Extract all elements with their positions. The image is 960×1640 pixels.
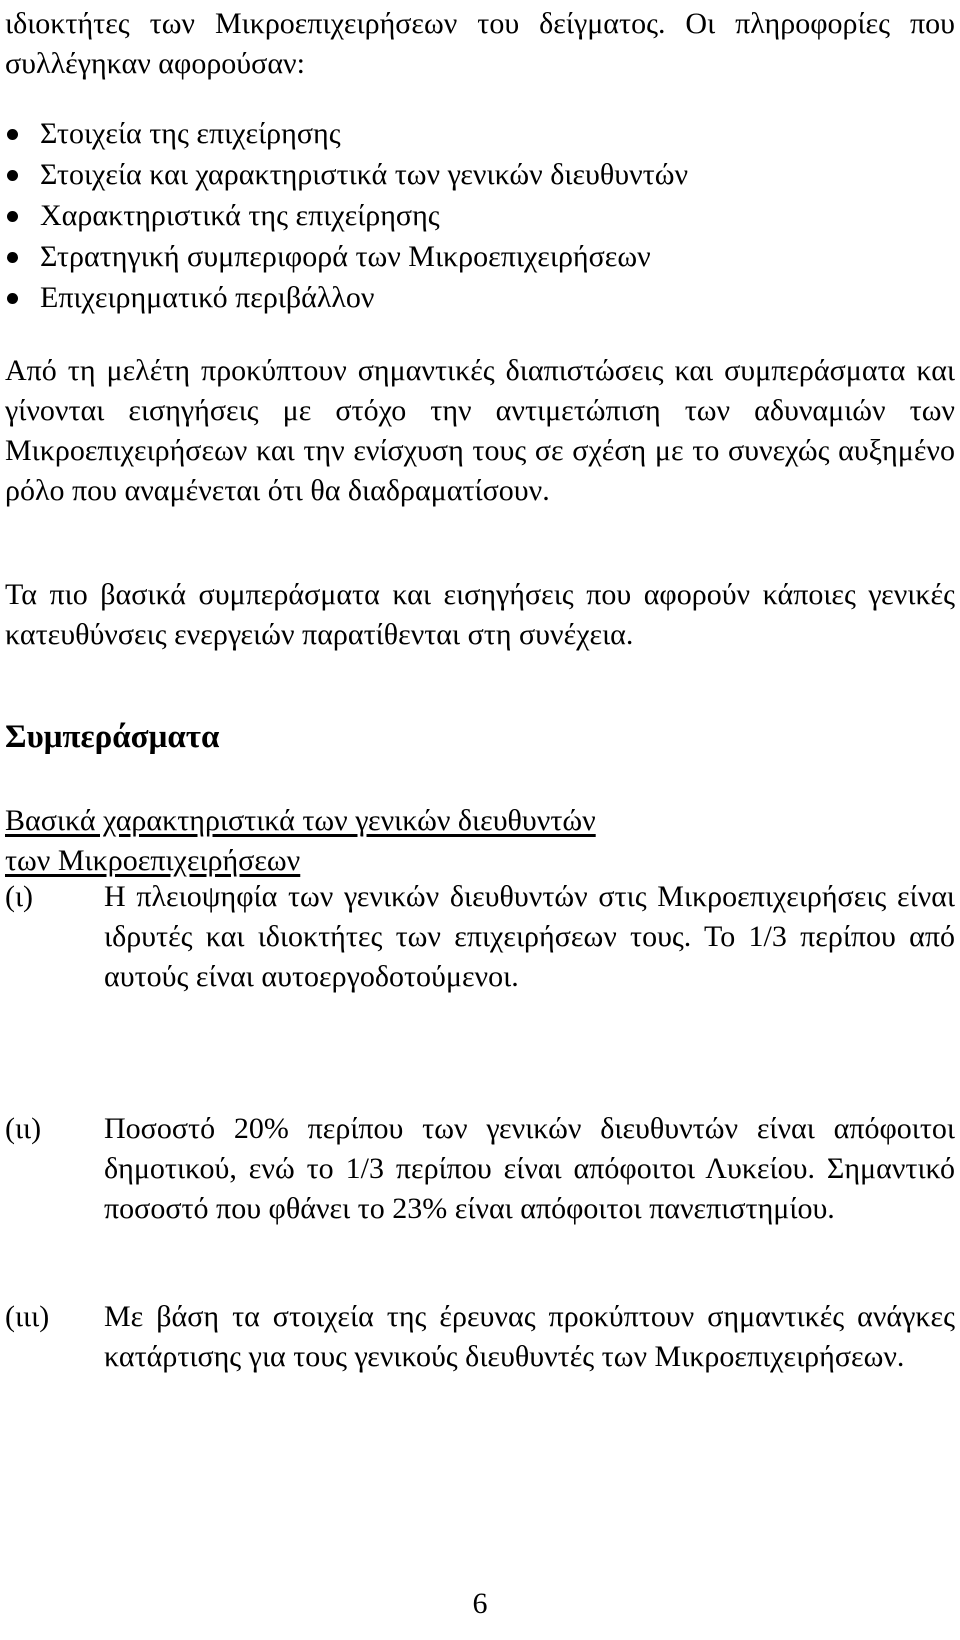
bullet-icon (7, 293, 18, 304)
list-item-label: Στοιχεία της επιχείρησης (40, 117, 341, 150)
bullet-icon (7, 252, 18, 263)
list-item (5, 195, 905, 236)
list-item-label: Χαρακτηριστικά της επιχείρησης (40, 199, 440, 232)
list-item (5, 236, 905, 277)
item-text: Η πλειοψηφία των γενικών διευθυντών στις Μικροεπιχειρήσεις είναι ιδρυτές και ιδιοκτήτες των επιχειρήσεων τους. Το 1/3 περίπου από αυτούς είναι αυτοεργοδοτούμενοι. (104, 880, 955, 993)
subsection-heading-line-1: Βασικά χαρακτηριστικά των γενικών διευθυντών (5, 804, 596, 837)
item-text: Με βάση τα στοιχεία της έρευνας προκύπτουν σημαντικές ανάγκες κατάρτισης για τους γενικούς διευθυντές των Μικροεπιχειρήσεων. (104, 1300, 955, 1373)
bullet-icon (7, 170, 18, 181)
list-item-label: Στρατηγική συμπεριφορά των Μικροεπιχειρήσεων (40, 240, 651, 273)
item-marker: (ιιι) (5, 1300, 50, 1333)
info-bullet-list (5, 113, 905, 318)
findings-paragraph: Από τη μελέτη προκύπτουν σημαντικές διαπιστώσεις και συμπεράσματα και γίνονται εισηγήσεις με στόχο την αντιμετώπιση των αδυναμιών των Μικροεπιχειρήσεων και την ενίσχυση τους σε σχέση με το συνεχώς αυξημένο ρόλο που αναμένεται ότι θα διαδραματίσουν. (5, 354, 955, 507)
list-item-label: Στοιχεία και χαρακτηριστικά των γενικών διευθυντών (40, 158, 689, 191)
list-item (5, 113, 905, 154)
subsection-heading (5, 801, 596, 881)
list-item (5, 154, 905, 195)
bullet-icon (7, 129, 18, 140)
section-heading: Συμπεράσματα (5, 719, 220, 755)
list-item (5, 277, 905, 318)
list-item-label: Επιχειρηματικό περιβάλλον (40, 281, 375, 314)
item-marker: (ιι) (5, 1112, 42, 1145)
item-text: Ποσοστό 20% περίπου των γενικών διευθυντών είναι απόφοιτοι δημοτικού, ενώ το 1/3 περίπου είναι απόφοιτοι Λυκείου. Σημαντικό ποσοστό που φθάνει το 23% είναι απόφοιτοι πανεπιστημίου. (104, 1112, 955, 1225)
item-marker: (ι) (5, 880, 34, 913)
conclusions-intro-paragraph: Τα πιο βασικά συμπεράσματα και εισηγήσεις που αφορούν κάποιες γενικές κατευθύνσεις ενεργειών παρατίθενται στη συνέχεια. (5, 578, 955, 651)
intro-paragraph: ιδιοκτήτες των Μικροεπιχειρήσεων του δείγματος. Οι πληροφορίες που συλλέγηκαν αφορούσαν: (5, 7, 955, 80)
bullet-icon (7, 211, 18, 222)
page-number: 6 (472, 1587, 488, 1620)
subsection-heading-line-2: των Μικροεπιχειρήσεων (5, 844, 301, 877)
